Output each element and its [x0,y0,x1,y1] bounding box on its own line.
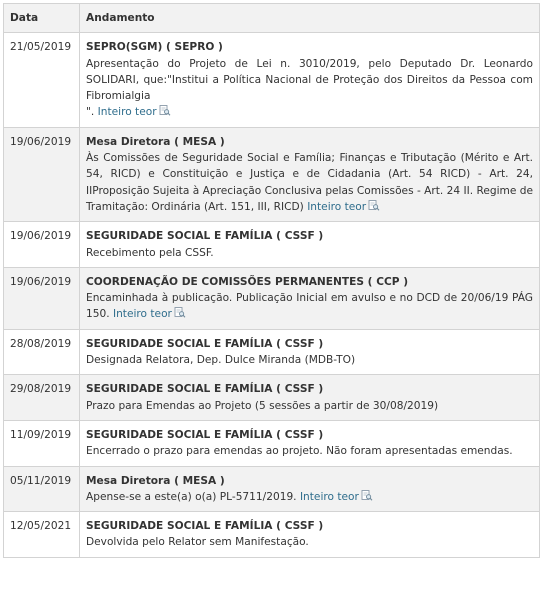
row-description [86,150,533,215]
table-row [4,420,540,466]
table-row [4,375,540,421]
row-date: 28/08/2019 [4,329,80,375]
row-progress [80,127,540,221]
row-progress [80,466,540,512]
header-row [4,4,540,33]
column-header-date: Data [4,4,80,33]
row-date: 05/11/2019 [4,466,80,512]
row-organ: COORDENAÇÃO DE COMISSÕES PERMANENTES ( CCP ) [86,275,409,288]
row-description-text: Apense-se a este(a) o(a) PL-5711/2019. [86,490,297,503]
table-row [4,33,540,127]
tramitacao-table [3,3,540,558]
column-header-progress: Andamento [80,4,540,33]
row-progress [80,512,540,558]
inteiro-teor-link[interactable] [307,201,380,213]
row-date: 21/05/2019 [4,33,80,127]
row-organ: SEGURIDADE SOCIAL E FAMÍLIA ( CSSF ) [86,520,324,533]
document-magnifier-icon [174,307,186,318]
document-magnifier-icon [159,105,171,116]
document-magnifier-icon [368,200,380,211]
row-description: Prazo para Emendas ao Projeto (5 sessões a partir de 30/08/2019) [86,399,439,412]
row-description: Devolvida pelo Relator sem Manifestação. [86,536,309,549]
row-description: Recebimento pela CSSF. [86,246,214,259]
row-progress [80,375,540,421]
inteiro-teor-link[interactable] [113,308,186,320]
row-organ: SEGURIDADE SOCIAL E FAMÍLIA ( CSSF ) [86,230,324,243]
row-organ: Mesa Diretora ( MESA ) [86,135,225,148]
row-progress [80,420,540,466]
row-date: 19/06/2019 [4,222,80,268]
row-progress [80,329,540,375]
table-header [4,4,540,33]
row-description: Designada Relatora, Dep. Dulce Miranda (MDB-TO) [86,354,356,367]
inteiro-teor-link[interactable] [300,491,373,503]
row-date: 19/06/2019 [4,127,80,221]
document-magnifier-icon [361,490,373,501]
row-description-tail: ". [86,106,95,119]
inteiro-teor-link-label: Inteiro teor [97,106,157,119]
row-progress [80,222,540,268]
row-progress [80,33,540,127]
table-row [4,329,540,375]
row-organ: SEGURIDADE SOCIAL E FAMÍLIA ( CSSF ) [86,383,324,396]
row-description-text: Encaminhada à publicação. Publicação Inicial em avulso e no DCD de 20/06/19 PÁG 150. [86,292,533,321]
table-row [4,267,540,329]
row-organ: SEGURIDADE SOCIAL E FAMÍLIA ( CSSF ) [86,428,324,441]
row-date: 29/08/2019 [4,375,80,421]
row-organ: SEPRO(SGM) ( SEPRO ) [86,41,223,54]
row-date: 11/09/2019 [4,420,80,466]
inteiro-teor-link[interactable] [98,106,171,118]
row-date: 19/06/2019 [4,267,80,329]
inteiro-teor-link-label: Inteiro teor [299,490,359,503]
table-row [4,512,540,558]
row-description-text: Às Comissões de Seguridade Social e Família; Finanças e Tributação (Mérito e Art. 54, RICD) e Constituição e Justiça e de Cidadania (Art. 54 RICD) - Art. 24, IIProposição Sujeita à Apreciação Conclusiva pelas Comissões - Art. 24 II. Regime de Tramitação: Ordinária (Art. 151, III, RICD) [86,152,533,213]
table-row [4,127,540,221]
row-description [86,290,533,323]
row-date: 12/05/2021 [4,512,80,558]
row-organ: Mesa Diretora ( MESA ) [86,474,225,487]
inteiro-teor-link-label: Inteiro teor [112,308,172,321]
row-progress [80,267,540,329]
inteiro-teor-link-label: Inteiro teor [307,200,367,213]
row-description [86,489,533,505]
row-organ: SEGURIDADE SOCIAL E FAMÍLIA ( CSSF ) [86,337,324,350]
table-row [4,222,540,268]
row-description: Encerrado o prazo para emendas ao projeto. Não foram apresentadas emendas. [86,445,513,458]
table-row [4,466,540,512]
row-description: Apresentação do Projeto de Lei n. 3010/2019, pelo Deputado Dr. Leonardo SOLIDARI, que:"Institui a Política Nacional de Proteção dos Direitos da Pessoa com Fibromialgia [86,57,533,103]
